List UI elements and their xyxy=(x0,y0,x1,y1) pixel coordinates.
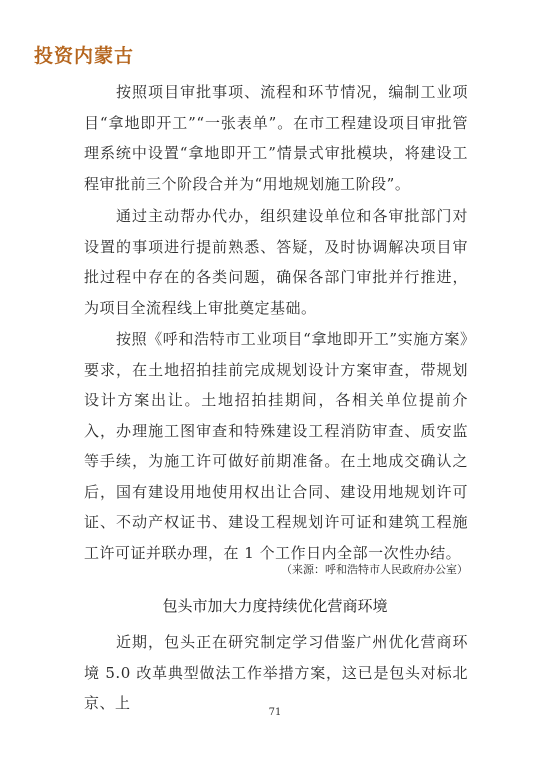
page-number: 71 xyxy=(268,707,282,718)
paragraph-implementation-plan: 按照《呼和浩特市工业项目“拿地即开工”实施方案》要求，在土地招拍挂前完成规划设计方案审查，带规划设计方案出让。土地招拍挂期间，各相关单位提前介入，办理施工图审查和特殊建设工程消防审查、质安监等手续，为施工许可做好前期准备。在土地成交确认之后，国有建设用地使用权出让合同、建设用地规划许可证、不动产权证书、建设工程规划许可证和建筑工程施工许可证并联办理，在 1 个工作日内全部一次性办结。 xyxy=(84,330,468,562)
section-header: 投资内蒙古 xyxy=(34,45,135,67)
source-note: （来源：呼和浩特市人民政府办公室） xyxy=(281,563,468,576)
paragraph-baotou: 近期，包头正在研究制定学习借鉴广州优化营商环境 5.0 改革典型做法工作举措方案，这已是包头对标北京、上 xyxy=(84,633,468,712)
paragraph-approval-form: 按照项目审批事项、流程和环节情况，编制工业项目“拿地即开工”“一张表单”。在市工程建设项目审批管理系统中设置“拿地即开工”情景式审批模块，将建设工程审批前三个阶段合并为“用地规划施工阶段”。 xyxy=(84,83,468,193)
article-title: 包头市加大力度持续优化营商环境 xyxy=(162,597,388,615)
paragraph-assistance: 通过主动帮办代办，组织建设单位和各审批部门对设置的事项进行提前熟悉、答疑，及时协调解决项目审批过程中存在的各类问题，确保各部门审批并行推进，为项目全流程线上审批奠定基础。 xyxy=(84,207,468,317)
